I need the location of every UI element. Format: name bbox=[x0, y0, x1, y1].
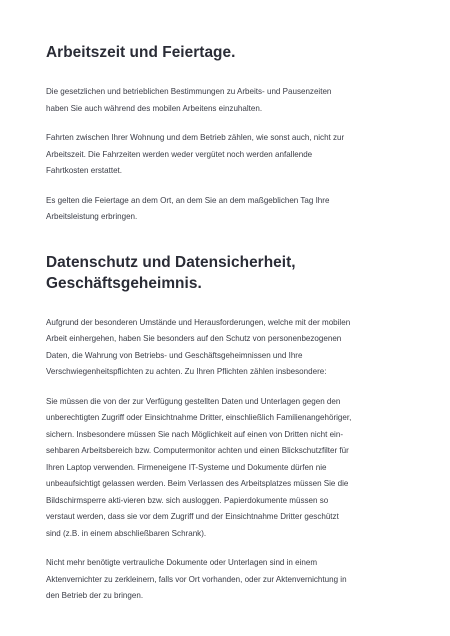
text-line: unberechtigten Zugriff oder Einsichtnahme Dritter, einschließlich Familienangehöriger, bbox=[46, 413, 352, 422]
text-line: Verschwiegenheitspflichten zu achten. Zu Ihren Pflichten zählen insbesondere: bbox=[46, 367, 327, 376]
text-line: Nicht mehr benötigte vertrauliche Dokumente oder Unterlagen sind in einem bbox=[46, 558, 318, 567]
paragraph bbox=[46, 394, 404, 543]
heading-line: Arbeitszeit und Feiertage. bbox=[46, 44, 236, 61]
text-line: Arbeitszeit. Die Fahrzeiten werden weder vergütet noch werden anfallende bbox=[46, 149, 313, 159]
text-line: Aktenvernichter zu zerkleinern, falls vor Ort vorhanden, oder zur Aktenvernichtung in bbox=[46, 574, 347, 584]
paragraph bbox=[46, 84, 404, 117]
text-line: verstaut werden, dass sie vor dem Zugriff und der Einsichtnahme Dritter geschützt bbox=[46, 512, 339, 521]
text-line: sichern. Insbesondere müssen Sie nach Möglichkeit auf einen von Dritten nicht ein- bbox=[46, 429, 344, 439]
paragraph bbox=[46, 315, 404, 381]
heading-line: Datenschutz und Datensicherheit, bbox=[46, 253, 296, 271]
section-heading bbox=[46, 42, 404, 63]
heading-line: Geschäftsgeheimnis. bbox=[46, 274, 202, 292]
text-line: Fahrtkosten erstattet. bbox=[46, 166, 123, 175]
text-line: unbeaufsichtigt gelassen werden. Beim Verlassen des Arbeitsplatzes müssen Sie die bbox=[46, 479, 349, 488]
text-line: haben Sie auch während des mobilen Arbeitens einzuhalten. bbox=[46, 103, 263, 113]
text-line: Aufgrund der besonderen Umstände und Herausforderungen, welche mit der mobilen bbox=[46, 317, 351, 327]
paragraph bbox=[46, 130, 404, 180]
text-line: Fahrten zwischen Ihrer Wohnung und dem Betrieb zählen, wie sonst auch, nicht zur bbox=[46, 133, 345, 142]
text-line: sind (z.B. in einem abschließbaren Schrank). bbox=[46, 528, 207, 538]
text-line: den Betrieb der zu bringen. bbox=[46, 591, 144, 600]
text-line: Sie müssen die von der zur Verfügung gestellten Daten und Unterlagen gegen den bbox=[46, 396, 341, 406]
text-line: Es gelten die Feiertage an dem Ort, an dem Sie an dem maßgeblichen Tag Ihre bbox=[46, 195, 330, 205]
paragraph bbox=[46, 193, 404, 226]
text-line: sehbaren Arbeitsbereich bzw. Computermonitor achten und einen Blickschutzfilter für bbox=[46, 446, 349, 455]
section-arbeitszeit bbox=[46, 42, 404, 226]
text-line: Arbeit einhergehen, haben Sie besonders auf den Schutz von personenbezogenen bbox=[46, 334, 342, 343]
text-line: Daten, die Wahrung von Betriebs- und Geschäftsgeheimnissen und Ihre bbox=[46, 350, 303, 360]
text-line: Arbeitsleistung erbringen. bbox=[46, 212, 138, 221]
text-line: Die gesetzlichen und betrieblichen Bestimmungen zu Arbeits- und Pausenzeiten bbox=[46, 87, 332, 96]
paragraph bbox=[46, 555, 404, 605]
text-line: Ihren Laptop verwenden. Firmeneigene IT-Systeme und Dokumente dürfen nie bbox=[46, 462, 327, 472]
section-heading bbox=[46, 252, 404, 294]
text-line: Bildschirmsperre akti-vieren bzw. sich ausloggen. Papierdokumente müssen so bbox=[46, 495, 329, 505]
section-datenschutz bbox=[46, 252, 404, 605]
